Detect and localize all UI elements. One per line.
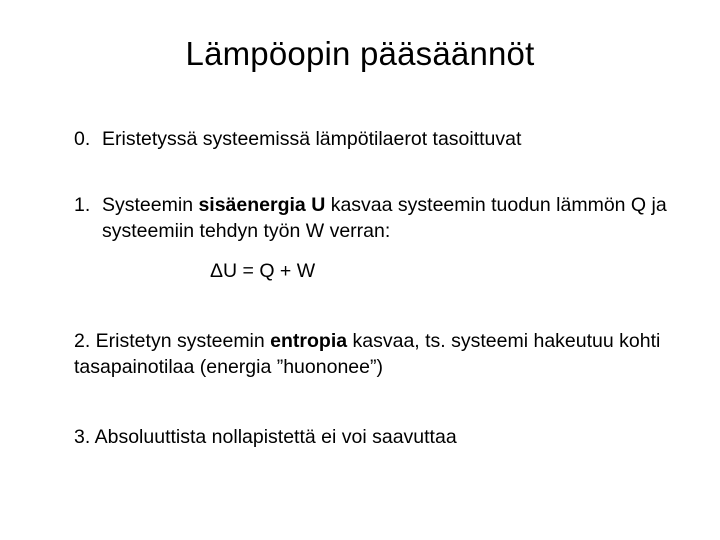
list-item-one-bold: sisäenergia U (198, 194, 326, 216)
paragraph-two (74, 328, 674, 380)
page-title: Lämpöopin pääsäännöt (185, 35, 535, 72)
paragraph-two-text-after: kasvaa, ts. systeemi hakeutuu kohti tasapainotilaa (energia ”huononee”) (74, 330, 661, 378)
list-item-one-marker: 1. (74, 194, 91, 216)
spacer-three (74, 284, 674, 328)
list-item-zero-label: Eristetyssä systeemissä lämpötilaerot tasoittuvat (102, 128, 522, 150)
spacer-two (74, 244, 674, 258)
spacer-one (74, 152, 674, 192)
list-item-zero-marker: 0. (74, 128, 91, 150)
paragraph-three: 3. Absoluuttista nollapistettä ei voi saavuttaa (74, 426, 457, 448)
list-item-one-text-before: Systeemin (102, 194, 199, 216)
spacer-four (74, 380, 674, 424)
list-item-one (74, 192, 674, 244)
list-item-one-text-after: kasvaa systeemin tuodun lämmön Q ja systeemiin tehdyn työn W verran: (102, 194, 667, 242)
list-item-zero (74, 126, 674, 152)
paragraph-two-bold: entropia (270, 330, 348, 352)
equation: ΔU = Q + W (210, 260, 316, 282)
slide-body (74, 126, 674, 450)
paragraph-two-text-before: 2. Eristetyn systeemin (74, 330, 271, 352)
list-item-one-label (102, 192, 674, 244)
